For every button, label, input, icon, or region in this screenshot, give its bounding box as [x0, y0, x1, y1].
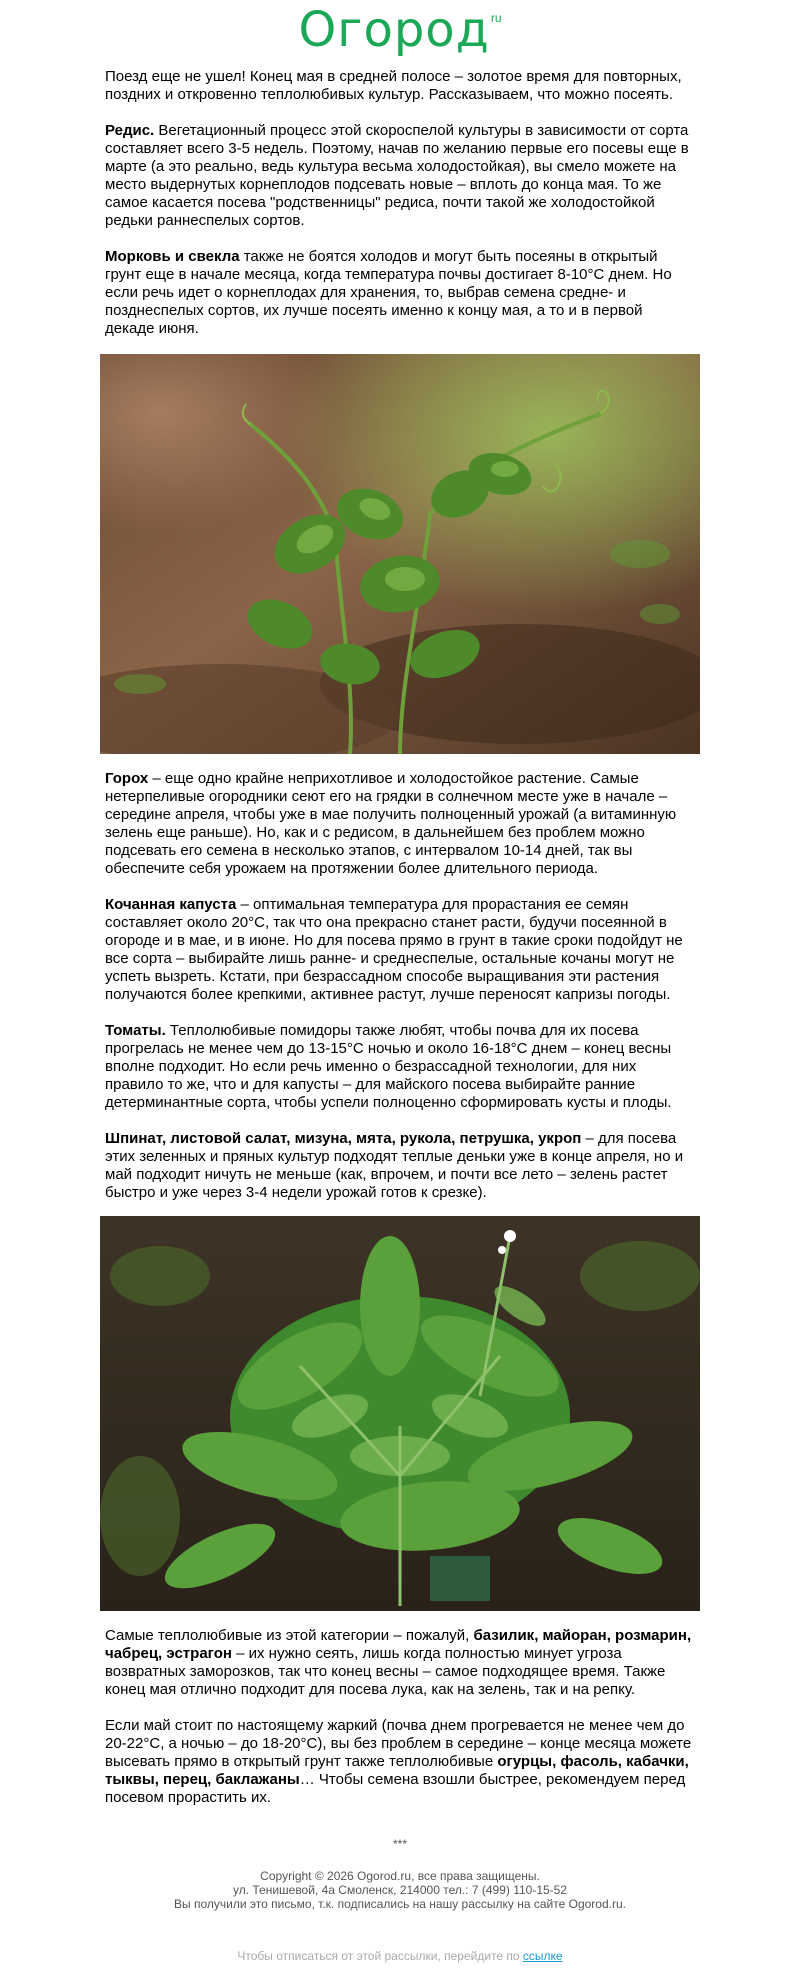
paragraph-bold: огурцы, фасоль, кабачки, тыквы, перец, баклажаны: [105, 1753, 689, 1788]
paragraph-lead: Томаты.: [105, 1022, 166, 1039]
warm-crops-paragraph: [105, 1717, 695, 1807]
radish-paragraph: [105, 122, 695, 230]
paragraph-text: – оптимальная температура для прорастания ее семян составляет около 20°С, так что она прекрасно станет расти, будучи посеянной в огороде и в мае, и в июне. Но для посева прямо в грунт в такие сроки подойдут не все сорта – выбирайте лишь ранне- и среднеспелые, остальные кочаны могут не успеть вызреть. Кстати, при безрассадном способе выращивания эти растения получаются более крепкими, активнее растут, лучше переносят капризы погоды.: [105, 896, 683, 1003]
paragraph-text: Поезд еще не ушел! Конец мая в средней полосе – золотое время для повторных, поздних и откровенно теплолюбивых культур. Рассказываем, что можно посеять.: [105, 68, 682, 103]
email-header: [0, 0, 800, 60]
paragraph-lead: Морковь и свекла: [105, 248, 240, 265]
paragraph-text: также не боятся холодов и могут быть посеяны в открытый грунт еще в начале месяца, когда температура почвы достигает 8-10°С днем. Но если речь идет о корнеплодах для хранения, то, выбрав семена средне- и позднеспелых сортов, их лучше посеять именно к концу мая, а то и в первой декаде июня.: [105, 248, 672, 337]
paragraph-lead: Редис.: [105, 122, 155, 139]
address-text: ул. Тенишевой, 4а Смоленск, 214000 тел.: 7 (499) 110-15-52: [232, 1883, 568, 1897]
unsubscribe-link[interactable]: ссылке: [522, 1949, 563, 1963]
cabbage-paragraph: [105, 896, 695, 1004]
paragraph-text: Самые теплолюбивые из этой категории – пожалуй,: [105, 1627, 474, 1644]
paragraph-text: Если май стоит по настоящему жаркий (почва днем прогревается не менее чем до 20-22°С, а ночью – до 18-20°С), вы без проблем в середине – конце месяца можете высевать прямо в открытый грунт также теплолюбивые: [105, 1717, 692, 1770]
logo-domain-suffix: ru: [490, 11, 502, 25]
paragraph-text: Теплолюбивые помидоры также любят, чтобы почва для их посева прогрелась не менее чем до 13-15°С ночью и около 16-18°С днем – конец весны вполне подходит. Но если речь именно о безрассадной технологии, для них правило то же, что и для капусты – для майского посева выбирайте ранние детерминантные сорта, чтобы успели полноценно сформировать кусты и плоды.: [105, 1022, 672, 1111]
carrot-beet-paragraph: [105, 248, 695, 338]
footer-separator: ***: [392, 1837, 407, 1851]
logo-wordmark: Огород: [298, 2, 490, 58]
email-body: [100, 68, 700, 1807]
subscription-reason-text: Вы получили это письмо, т.к. подписались на нашу рассылку на сайте Ogorod.ru.: [174, 1897, 626, 1911]
ogorod-logo[interactable]: [298, 4, 501, 56]
paragraph-text: – их нужно сеять, лишь когда полностью минует угроза возвратных заморозков, так что конец весны – самое подходящее время. Также конец мая отлично подходит для посева лука, как на зелень, так и на репку.: [105, 1645, 666, 1698]
intro-paragraph: [105, 68, 695, 104]
peas-paragraph: [105, 770, 695, 878]
unsubscribe-note: [0, 1949, 800, 1963]
copyright-text: Copyright © 2026 Ogorod.ru, все права защищены.: [260, 1869, 540, 1883]
paragraph-lead: Кочанная капуста: [105, 896, 237, 913]
paragraph-lead: Горох: [105, 770, 149, 787]
arugula-greens-photo: [100, 1216, 700, 1611]
greens-paragraph: [105, 1130, 695, 1202]
pea-seedlings-photo: [100, 354, 700, 754]
herbs-paragraph: [105, 1627, 695, 1699]
paragraph-bold: базилик, майоран, розмарин, чабрец, эстрагон: [105, 1627, 692, 1662]
paragraph-text: – еще одно крайне неприхотливое и холодостойкое растение. Самые нетерпеливые огородники сеют его на грядки в солнечном месте уже в начале – середине апреля, чтобы уже в мае получить полноценный урожай (а витаминную зелень еще раньше). Но, как и с редисом, в дальнейшем без проблем можно подсевать его семена в несколько этапов, с интервалом 10-14 дней, так вы обеспечите себя урожаем на протяжении более длительного периода.: [105, 770, 677, 877]
paragraph-lead: Шпинат, листовой салат, мизуна, мята, рукола, петрушка, укроп: [105, 1130, 582, 1147]
paragraph-text: … Чтобы семена взошли быстрее, рекомендуем перед посевом прорастить их.: [105, 1771, 686, 1806]
unsubscribe-text: Чтобы отписаться от этой рассылки, перейдите по: [237, 1949, 523, 1963]
tomatoes-paragraph: [105, 1022, 695, 1112]
email-footer: [0, 1837, 800, 1963]
paragraph-text: Вегетационный процесс этой скороспелой культуры в зависимости от сорта составляет всего 3-5 недель. Поэтому, начав по желанию первые его посевы еще в марте (а это реально, ведь культура весьма холодостойкая), вы смело можете на место выдернутых корнеплодов подсевать новые – вплоть до конца мая. То же самое касается посева "родственницы" редиса, почти такой же холодостойкой редьки раннеспелых сортов.: [105, 122, 689, 229]
paragraph-text: – для посева этих зеленных и пряных культур подходят теплые деньки уже в конце апреля, но и май подходит ничуть не меньше (как, впрочем, и почти все лето – зелень растет быстро и уже через 3-4 недели урожай готов к срезке).: [105, 1130, 684, 1201]
